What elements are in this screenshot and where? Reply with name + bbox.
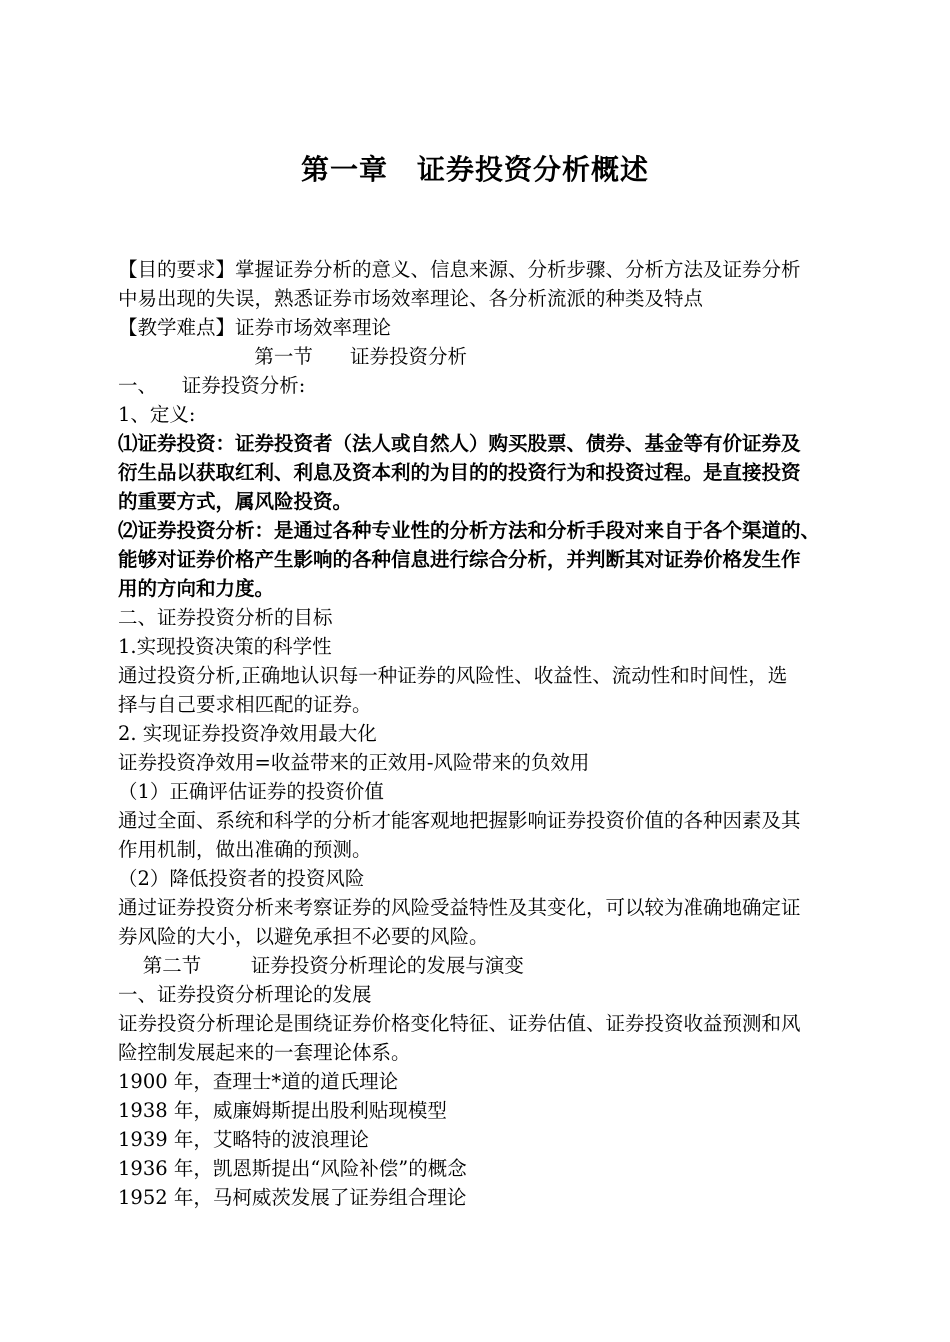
text-line: 证券投资分析理论是围绕证券价格变化特征、证券估值、证券投资收益预测和风 <box>118 1012 801 1035</box>
text-line: 第一节 证券投资分析 <box>118 345 468 368</box>
text-line: 1.实现投资决策的科学性 <box>118 635 332 658</box>
text-line: 1939 年，艾略特的波浪理论 <box>118 1128 369 1151</box>
text-line: 通过证券投资分析来考察证券的风险受益特性及其变化，可以较为准确地确定证 <box>118 896 801 919</box>
text-line: （1）正确评估证券的投资价值 <box>118 780 384 803</box>
text-line: 通过投资分析,正确地认识每一种证券的风险性、收益性、流动性和时间性，选 <box>118 664 788 687</box>
text-line: 1938 年，威廉姆斯提出股利贴现模型 <box>118 1099 447 1122</box>
text-line: ⑵证券投资分析：是通过各种专业性的分析方法和分析手段对来自于各个渠道的、 <box>118 519 821 542</box>
text-line: 中易出现的失误，熟悉证券市场效率理论、各分析流派的种类及特点 <box>118 287 704 310</box>
text-line: 【教学难点】证券市场效率理论 <box>118 316 392 339</box>
text-line: 1、定义: <box>118 403 196 426</box>
text-line: 通过全面、系统和科学的分析才能客观地把握影响证券投资价值的各种因素及其 <box>118 809 801 832</box>
document-body <box>118 255 908 1212</box>
text-line: 的重要方式，属风险投资。 <box>118 490 353 513</box>
text-line: 一、证券投资分析理论的发展 <box>118 983 372 1006</box>
text-line: 一、 证券投资分析: <box>118 374 306 397</box>
chapter-title: 第一章 证券投资分析概述 <box>300 153 649 186</box>
text-line: 衍生品以获取红利、利息及资本利的为目的的投资行为和投资过程。是直接投资 <box>118 461 801 484</box>
text-line: 1952 年，马柯威茨发展了证券组合理论 <box>118 1186 467 1209</box>
text-line: 1900 年，查理士*道的道氏理论 <box>118 1070 399 1093</box>
text-line: 1936 年，凯恩斯提出“风险补偿”的概念 <box>118 1157 467 1180</box>
text-line: 二、证券投资分析的目标 <box>118 606 333 629</box>
text-line: ⑴证券投资：证券投资者（法人或自然人）购买股票、债券、基金等有价证券及 <box>118 432 801 455</box>
text-line: 第二节 证券投资分析理论的发展与演变 <box>118 954 524 977</box>
text-line: 作用机制，做出准确的预测。 <box>118 838 372 861</box>
text-line: 券风险的大小，以避免承担不必要的风险。 <box>118 925 489 948</box>
text-line: 用的方向和力度。 <box>118 577 275 600</box>
text-line: 能够对证券价格产生影响的各种信息进行综合分析，并判断其对证券价格发生作 <box>118 548 801 571</box>
text-line: 择与自己要求相匹配的证券。 <box>118 693 372 716</box>
text-line: 险控制发展起来的一套理论体系。 <box>118 1041 411 1064</box>
text-line: 2. 实现证券投资净效用最大化 <box>118 722 377 745</box>
text-line: （2）降低投资者的投资风险 <box>118 867 365 890</box>
text-line: 【目的要求】掌握证券分析的意义、信息来源、分析步骤、分析方法及证券分析 <box>118 258 801 281</box>
text-line: 证券投资净效用=收益带来的正效用-风险带来的负效用 <box>118 751 590 774</box>
